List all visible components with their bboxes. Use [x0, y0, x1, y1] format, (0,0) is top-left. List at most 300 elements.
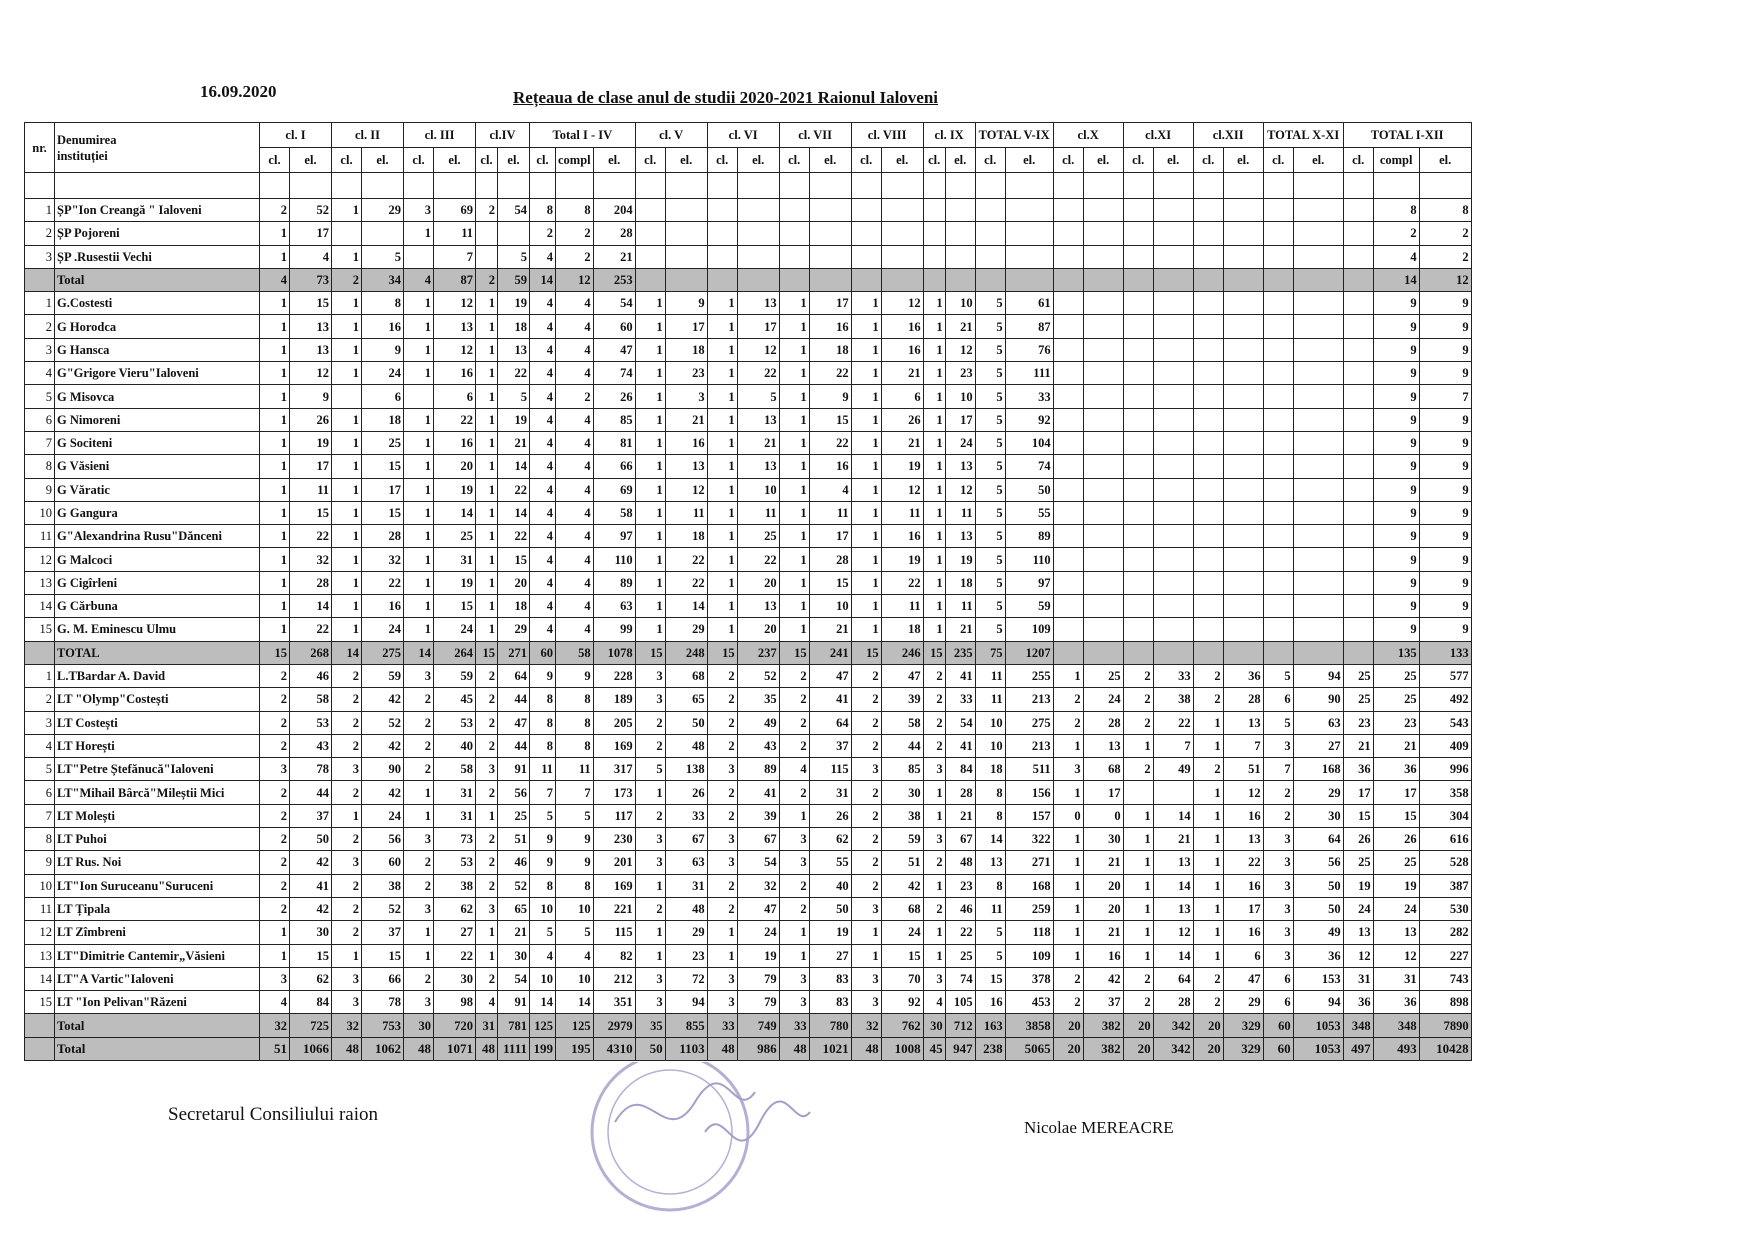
- table-cell: 133: [1419, 641, 1471, 664]
- table-row: [25, 548, 1472, 571]
- table-cell: 16: [1223, 804, 1263, 827]
- table-cell: [809, 199, 851, 222]
- table-cell: 12: [1223, 781, 1263, 804]
- table-cell: 1: [779, 292, 809, 315]
- table-cell: 8: [556, 711, 594, 734]
- row-number: 6: [25, 408, 55, 431]
- table-cell: 213: [1005, 688, 1053, 711]
- table-cell: 9: [1419, 595, 1471, 618]
- table-cell: [1263, 173, 1293, 199]
- table-cell: [476, 173, 498, 199]
- table-cell: 1: [923, 781, 945, 804]
- table-row: [25, 758, 1472, 781]
- table-cell: 1: [635, 338, 665, 361]
- table-cell: 20: [1193, 1037, 1223, 1060]
- table-cell: 8: [975, 874, 1005, 897]
- table-cell: 21: [593, 245, 635, 268]
- table-cell: [707, 268, 737, 291]
- table-cell: 2: [404, 967, 434, 990]
- table-cell: 237: [737, 641, 779, 664]
- table-cell: 1: [1123, 734, 1153, 757]
- table-cell: [530, 173, 556, 199]
- table-cell: 50: [290, 828, 332, 851]
- table-cell: [707, 199, 737, 222]
- table-cell: 3: [332, 851, 362, 874]
- table-cell: 1: [923, 478, 945, 501]
- table-cell: 3: [1263, 897, 1293, 920]
- table-cell: 1: [851, 408, 881, 431]
- table-cell: 2: [1123, 711, 1153, 734]
- table-cell: 37: [1083, 991, 1123, 1014]
- table-cell: 32: [362, 548, 404, 571]
- table-cell: 54: [498, 967, 530, 990]
- table-cell: [1263, 268, 1293, 291]
- table-cell: 2: [635, 804, 665, 827]
- table-cell: 31: [434, 548, 476, 571]
- table-cell: 65: [498, 897, 530, 920]
- table-cell: [1193, 618, 1223, 641]
- table-cell: 1: [1123, 944, 1153, 967]
- table-cell: 9: [1373, 525, 1419, 548]
- table-cell: 616: [1419, 828, 1471, 851]
- table-cell: 255: [1005, 664, 1053, 687]
- table-cell: 24: [362, 804, 404, 827]
- table-cell: 1: [851, 618, 881, 641]
- table-cell: 1: [707, 595, 737, 618]
- table-cell: [737, 268, 779, 291]
- table-cell: [1123, 292, 1153, 315]
- table-cell: 91: [498, 991, 530, 1014]
- table-cell: 54: [945, 711, 975, 734]
- table-cell: [1223, 408, 1263, 431]
- table-cell: 58: [556, 641, 594, 664]
- table-cell: 21: [945, 618, 975, 641]
- table-cell: 50: [635, 1037, 665, 1060]
- table-cell: 271: [1005, 851, 1053, 874]
- table-cell: 1: [923, 874, 945, 897]
- table-cell: 5: [975, 431, 1005, 454]
- table-cell: 1: [707, 525, 737, 548]
- table-cell: [1193, 338, 1223, 361]
- col-sub-header: el.: [737, 148, 779, 173]
- table-cell: 48: [779, 1037, 809, 1060]
- table-cell: 16: [1223, 874, 1263, 897]
- table-cell: 2: [404, 758, 434, 781]
- table-cell: 42: [362, 781, 404, 804]
- table-cell: 1: [635, 571, 665, 594]
- table-cell: 22: [945, 921, 975, 944]
- table-cell: 5: [1263, 711, 1293, 734]
- table-cell: 17: [1373, 781, 1419, 804]
- document-title: Rețeaua de clase anul de studii 2020-2021 Raionul Ialoveni: [513, 88, 939, 107]
- table-row: [25, 222, 1472, 245]
- table-cell: 110: [593, 548, 635, 571]
- col-group-header: cl.XI: [1123, 123, 1193, 148]
- table-cell: 3: [635, 828, 665, 851]
- table-cell: 235: [945, 641, 975, 664]
- table-cell: 2: [779, 664, 809, 687]
- table-cell: 1: [779, 571, 809, 594]
- table-cell: [1343, 641, 1373, 664]
- table-cell: 762: [881, 1014, 923, 1037]
- table-cell: 1: [1193, 944, 1223, 967]
- table-cell: [1343, 595, 1373, 618]
- table-cell: 2: [476, 828, 498, 851]
- table-cell: 1: [923, 408, 945, 431]
- table-cell: 2: [1193, 991, 1223, 1014]
- table-cell: 5: [498, 385, 530, 408]
- table-cell: 72: [665, 967, 707, 990]
- table-cell: 3: [635, 851, 665, 874]
- table-cell: 7: [1223, 734, 1263, 757]
- table-cell: 2: [332, 897, 362, 920]
- table-cell: [635, 268, 665, 291]
- table-cell: 5: [975, 292, 1005, 315]
- table-cell: 1: [851, 525, 881, 548]
- table-cell: 26: [1373, 828, 1419, 851]
- table-cell: 577: [1419, 664, 1471, 687]
- table-cell: 2: [1419, 222, 1471, 245]
- table-cell: 1: [779, 408, 809, 431]
- table-cell: 1: [1053, 781, 1083, 804]
- table-cell: 12: [945, 338, 975, 361]
- table-cell: 1: [332, 408, 362, 431]
- table-cell: 169: [593, 874, 635, 897]
- table-cell: 2: [404, 851, 434, 874]
- table-cell: 282: [1419, 921, 1471, 944]
- table-cell: 23: [665, 944, 707, 967]
- table-cell: 1: [635, 944, 665, 967]
- table-cell: 1: [779, 595, 809, 618]
- table-cell: 1: [923, 804, 945, 827]
- table-cell: 1: [707, 618, 737, 641]
- table-cell: 212: [593, 967, 635, 990]
- table-cell: [809, 222, 851, 245]
- table-cell: 42: [1083, 967, 1123, 990]
- table-cell: [881, 199, 923, 222]
- table-cell: 1: [476, 921, 498, 944]
- table-cell: 60: [530, 641, 556, 664]
- table-cell: 348: [1373, 1014, 1419, 1037]
- table-cell: 3: [707, 967, 737, 990]
- table-cell: [1153, 501, 1193, 524]
- table-cell: 1: [851, 292, 881, 315]
- table-cell: 1: [332, 199, 362, 222]
- table-cell: 18: [498, 595, 530, 618]
- table-cell: 53: [434, 711, 476, 734]
- table-cell: 271: [498, 641, 530, 664]
- table-row: [25, 501, 1472, 524]
- table-cell: 2: [332, 874, 362, 897]
- institution-name: LT"Petre Ștefănucă"Ialoveni: [55, 758, 260, 781]
- table-cell: [1293, 478, 1343, 501]
- table-cell: 68: [881, 897, 923, 920]
- table-cell: 2: [851, 734, 881, 757]
- table-cell: 230: [593, 828, 635, 851]
- table-cell: 59: [1005, 595, 1053, 618]
- table-cell: 9: [1373, 548, 1419, 571]
- table-cell: 43: [290, 734, 332, 757]
- table-cell: 213: [1005, 734, 1053, 757]
- table-cell: 1: [851, 385, 881, 408]
- table-cell: 5: [975, 618, 1005, 641]
- table-cell: 157: [1005, 804, 1053, 827]
- col-sub-header: el.: [1419, 148, 1471, 173]
- table-cell: 21: [809, 618, 851, 641]
- table-cell: 3: [779, 991, 809, 1014]
- table-cell: 4: [260, 991, 290, 1014]
- table-cell: [1053, 618, 1083, 641]
- table-cell: [945, 199, 975, 222]
- table-cell: 84: [945, 758, 975, 781]
- col-group-header: cl.XII: [1193, 123, 1263, 148]
- table-cell: [1223, 431, 1263, 454]
- table-cell: 1: [260, 921, 290, 944]
- table-cell: 36: [1343, 991, 1373, 1014]
- table-cell: 1: [851, 571, 881, 594]
- table-cell: [1263, 595, 1293, 618]
- table-cell: 4: [556, 501, 594, 524]
- table-cell: [1343, 245, 1373, 268]
- table-row: [25, 385, 1472, 408]
- table-cell: 1: [404, 222, 434, 245]
- table-cell: 13: [1223, 711, 1263, 734]
- table-row: [25, 408, 1472, 431]
- table-cell: 33: [1153, 664, 1193, 687]
- table-cell: 1: [707, 571, 737, 594]
- table-cell: 12: [1343, 944, 1373, 967]
- table-cell: 11: [945, 501, 975, 524]
- table-cell: 26: [290, 408, 332, 431]
- table-cell: 17: [665, 315, 707, 338]
- table-cell: 493: [1373, 1037, 1419, 1060]
- table-cell: 996: [1419, 758, 1471, 781]
- table-cell: 2: [851, 851, 881, 874]
- table-cell: 1: [404, 455, 434, 478]
- table-cell: [1223, 618, 1263, 641]
- table-cell: 138: [665, 758, 707, 781]
- table-cell: 1: [1193, 874, 1223, 897]
- table-cell: 1: [923, 292, 945, 315]
- table-cell: 15: [707, 641, 737, 664]
- table-cell: [1123, 431, 1153, 454]
- table-cell: 5: [975, 478, 1005, 501]
- table-row: [25, 292, 1472, 315]
- table-cell: 1: [476, 431, 498, 454]
- table-cell: 42: [290, 851, 332, 874]
- table-cell: 1: [779, 338, 809, 361]
- table-cell: [1153, 781, 1193, 804]
- table-cell: 18: [665, 525, 707, 548]
- table-cell: 74: [1005, 455, 1053, 478]
- row-number: 7: [25, 431, 55, 454]
- table-cell: 28: [1153, 991, 1193, 1014]
- table-cell: [881, 268, 923, 291]
- table-cell: 17: [1223, 897, 1263, 920]
- table-cell: 21: [881, 431, 923, 454]
- class-network-table: [24, 122, 1472, 1061]
- table-cell: [1053, 173, 1083, 199]
- table-cell: [1293, 641, 1343, 664]
- col-sub-header: el.: [290, 148, 332, 173]
- table-cell: [1053, 385, 1083, 408]
- table-cell: 19: [737, 944, 779, 967]
- table-row: [25, 595, 1472, 618]
- table-cell: 40: [809, 874, 851, 897]
- table-cell: 13: [1223, 828, 1263, 851]
- table-cell: 9: [1373, 292, 1419, 315]
- table-cell: 2: [1123, 758, 1153, 781]
- table-cell: 5: [975, 944, 1005, 967]
- row-number: 2: [25, 315, 55, 338]
- table-cell: 6: [1263, 967, 1293, 990]
- table-cell: 22: [809, 362, 851, 385]
- table-cell: 1: [260, 245, 290, 268]
- table-row: [25, 571, 1472, 594]
- table-cell: [1083, 478, 1123, 501]
- table-cell: [1193, 478, 1223, 501]
- table-cell: 342: [1153, 1037, 1193, 1060]
- institution-name: LT Țipala: [55, 897, 260, 920]
- institution-name: LT"A Vartic"Ialoveni: [55, 967, 260, 990]
- table-cell: 1071: [434, 1037, 476, 1060]
- table-cell: 5: [556, 804, 594, 827]
- table-cell: 1: [779, 804, 809, 827]
- table-cell: 1: [779, 431, 809, 454]
- table-cell: 35: [737, 688, 779, 711]
- table-cell: 1: [332, 618, 362, 641]
- table-cell: 317: [593, 758, 635, 781]
- table-cell: [881, 173, 923, 199]
- table-cell: 27: [434, 921, 476, 944]
- table-cell: 1062: [362, 1037, 404, 1060]
- table-cell: [1223, 199, 1263, 222]
- table-cell: 13: [498, 338, 530, 361]
- table-cell: 28: [593, 222, 635, 245]
- table-cell: [635, 222, 665, 245]
- table-cell: 1: [332, 315, 362, 338]
- table-cell: 42: [362, 734, 404, 757]
- table-cell: 19: [498, 292, 530, 315]
- table-cell: 21: [498, 921, 530, 944]
- table-cell: [1153, 268, 1193, 291]
- institution-name: G Cărbuna: [55, 595, 260, 618]
- table-cell: 2: [779, 688, 809, 711]
- table-cell: 64: [1293, 828, 1343, 851]
- table-cell: 4: [923, 991, 945, 1014]
- table-cell: 1: [779, 501, 809, 524]
- table-cell: 30: [1083, 828, 1123, 851]
- table-row: [25, 874, 1472, 897]
- table-cell: 205: [593, 711, 635, 734]
- table-cell: [975, 268, 1005, 291]
- row-number: 11: [25, 525, 55, 548]
- table-cell: 12: [1153, 921, 1193, 944]
- institution-name: LT"Ion Suruceanu"Suruceni: [55, 874, 260, 897]
- institution-name: LT Zîmbreni: [55, 921, 260, 944]
- table-cell: 3: [404, 199, 434, 222]
- table-cell: [1263, 315, 1293, 338]
- table-cell: 10: [737, 478, 779, 501]
- table-cell: 22: [498, 525, 530, 548]
- table-cell: [923, 245, 945, 268]
- institution-name: G Cigîrleni: [55, 571, 260, 594]
- table-cell: [1123, 455, 1153, 478]
- table-cell: 9: [1419, 408, 1471, 431]
- table-cell: 20: [1123, 1037, 1153, 1060]
- table-cell: 5: [362, 245, 404, 268]
- table-cell: 7890: [1419, 1014, 1471, 1037]
- table-cell: 16: [362, 315, 404, 338]
- table-cell: 59: [881, 828, 923, 851]
- table-row: [25, 618, 1472, 641]
- table-cell: 156: [1005, 781, 1053, 804]
- table-cell: [1193, 408, 1223, 431]
- table-cell: 35: [635, 1014, 665, 1037]
- table-cell: 19: [434, 478, 476, 501]
- table-row: [25, 804, 1472, 827]
- table-cell: [1083, 292, 1123, 315]
- table-cell: 1: [476, 595, 498, 618]
- table-cell: 168: [1293, 758, 1343, 781]
- table-cell: 3: [665, 385, 707, 408]
- table-cell: 69: [434, 199, 476, 222]
- table-cell: 1: [851, 921, 881, 944]
- table-cell: 59: [362, 664, 404, 687]
- table-cell: 21: [665, 408, 707, 431]
- institution-name: LT Rus. Noi: [55, 851, 260, 874]
- table-cell: [1343, 199, 1373, 222]
- table-cell: 1: [923, 455, 945, 478]
- table-cell: 3: [851, 967, 881, 990]
- table-cell: 1: [1193, 734, 1223, 757]
- institution-name: G"Grigore Vieru"Ialoveni: [55, 362, 260, 385]
- col-group-header: cl. II: [332, 123, 404, 148]
- table-cell: 4: [530, 944, 556, 967]
- table-cell: 1: [851, 315, 881, 338]
- table-cell: 2: [260, 874, 290, 897]
- table-cell: [1343, 548, 1373, 571]
- row-number: 11: [25, 897, 55, 920]
- table-cell: 115: [809, 758, 851, 781]
- table-cell: [1083, 571, 1123, 594]
- table-cell: [1263, 408, 1293, 431]
- table-cell: 1: [923, 385, 945, 408]
- table-cell: 10: [945, 292, 975, 315]
- row-number: [25, 173, 55, 199]
- table-cell: 118: [1005, 921, 1053, 944]
- col-sub-header: el.: [434, 148, 476, 173]
- table-cell: [1053, 595, 1083, 618]
- row-number: 12: [25, 921, 55, 944]
- table-cell: 1: [1053, 944, 1083, 967]
- col-denumire-line1: Denumirea: [57, 132, 117, 147]
- institution-name: G Malcoci: [55, 548, 260, 571]
- table-cell: 2: [707, 734, 737, 757]
- table-cell: 2: [851, 781, 881, 804]
- table-cell: 22: [498, 478, 530, 501]
- table-cell: 25: [737, 525, 779, 548]
- table-cell: 1: [1193, 781, 1223, 804]
- table-cell: 89: [1005, 525, 1053, 548]
- table-cell: 20: [1053, 1014, 1083, 1037]
- table-cell: 74: [945, 967, 975, 990]
- row-number: 10: [25, 874, 55, 897]
- table-cell: [1083, 525, 1123, 548]
- table-cell: 3: [260, 967, 290, 990]
- table-cell: [1083, 245, 1123, 268]
- table-cell: [1053, 338, 1083, 361]
